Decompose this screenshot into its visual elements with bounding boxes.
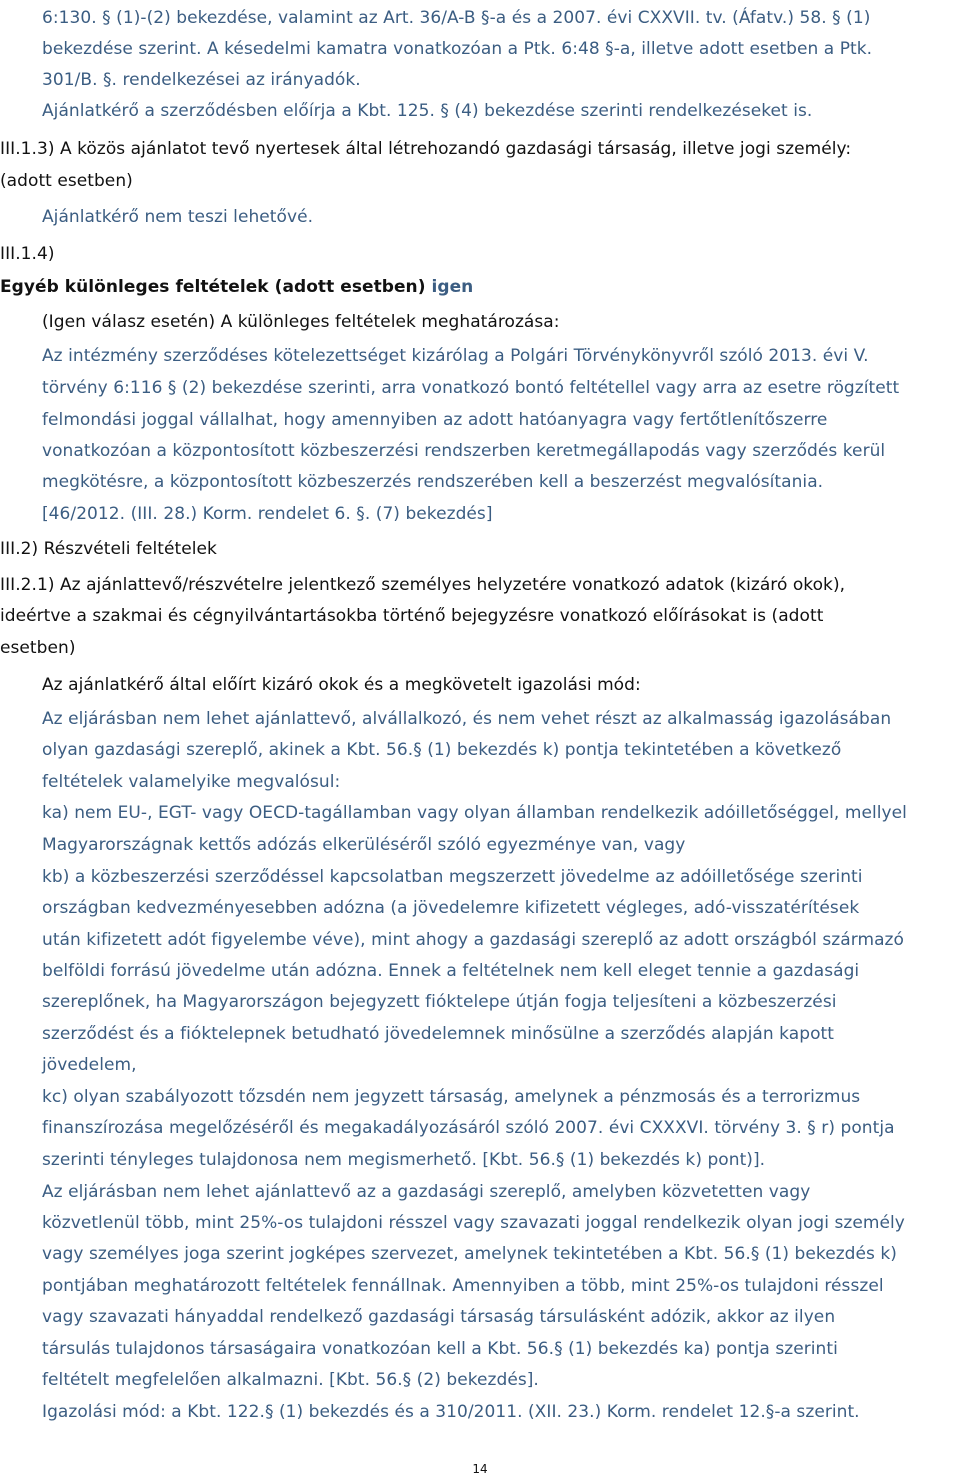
text-line-content: Ajánlatkérő a szerződésben előírja a Kbt. 125. § (4) bekezdése szerinti rendelkezéseket is. bbox=[42, 101, 813, 121]
text-line-content: Egyéb különleges feltételek (adott esetben) bbox=[0, 277, 426, 297]
text-line bbox=[42, 1401, 860, 1423]
text-line bbox=[42, 100, 812, 122]
text-line-content: feltételt megfelelően alkalmazni. [Kbt. 56.§ (2) bekezdés]. bbox=[42, 1370, 539, 1390]
text-line bbox=[42, 771, 340, 793]
text-line-content: után kifizetett adót figyelembe véve), mint ahogy a gazdasági szereplő az adott országból származó bbox=[42, 930, 904, 950]
text-line bbox=[42, 708, 891, 730]
text-line-content: közvetlenül több, mint 25%-os tulajdoni résszel vagy szavazati joggal rendelkezik olyan jogi személy bbox=[42, 1213, 905, 1233]
text-line bbox=[42, 1212, 905, 1234]
text-line-content: kc) olyan szabályozott tőzsdén nem jegyzett társaság, amelynek a pénzmosás és a terrorizmus bbox=[42, 1087, 861, 1107]
text-line bbox=[42, 1338, 838, 1360]
text-line bbox=[42, 311, 560, 333]
text-line bbox=[42, 7, 870, 29]
text-line bbox=[42, 345, 869, 367]
text-line-content: esetben) bbox=[0, 638, 76, 658]
text-line bbox=[42, 1117, 895, 1139]
text-line-content: szerződést és a fióktelepnek betudható jövedelemnek minősülne a szerződés alapján kapott bbox=[42, 1024, 834, 1044]
text-line bbox=[42, 440, 885, 462]
text-line-content: Az intézmény szerződéses kötelezettséget kizárólag a Polgári Törvénykönyvről szóló 2013. évi V. bbox=[42, 346, 869, 366]
text-line bbox=[42, 206, 313, 228]
text-line bbox=[0, 574, 845, 596]
text-line bbox=[42, 866, 863, 888]
text-line-content: ideértve a szakmai és cégnyilvántartásokba történő bejegyzésre vonatkozó előírásokat is (adott bbox=[0, 606, 824, 626]
text-line bbox=[42, 1181, 810, 1203]
text-line-content: III.1.4) bbox=[0, 244, 55, 264]
text-line bbox=[42, 409, 827, 431]
text-line-content: törvény 6:116 § (2) bekezdése szerinti, arra vonatkozó bontó feltétellel vagy arra az esetre rögzített bbox=[42, 378, 900, 398]
text-line-content: III.2) Részvételi feltételek bbox=[0, 539, 217, 559]
text-line-content: finanszírozása megelőzéséről és megakadályozásáról szóló 2007. évi CXXXVI. törvény 3. § r) pontja bbox=[42, 1118, 895, 1138]
text-line bbox=[42, 802, 907, 824]
text-line-content: társulás tulajdonos társaságaira vonatkozóan kell a Kbt. 56.§ (1) bekezdés ka) pontja szerinti bbox=[42, 1339, 838, 1359]
text-line-content: Ajánlatkérő nem teszi lehetővé. bbox=[42, 207, 314, 227]
text-line-content: ka) nem EU-, EGT- vagy OECD-tagállamban vagy olyan államban rendelkezik adóilletőséggel, mellyel bbox=[42, 803, 907, 823]
text-line bbox=[42, 739, 841, 761]
text-line-content: Az eljárásban nem lehet ajánlattevő az a gazdasági szereplő, amelyben közvetetten vagy bbox=[42, 1182, 811, 1202]
text-line-content: olyan gazdasági szereplő, akinek a Kbt. 56.§ (1) bekezdés k) pontja tekintetében a következő bbox=[42, 740, 842, 760]
text-line bbox=[42, 377, 899, 399]
text-line bbox=[42, 471, 823, 493]
text-line bbox=[42, 897, 859, 919]
text-line bbox=[42, 1243, 897, 1265]
text-line-content: vonatkozóan a központosított közbeszerzési rendszerben keretmegállapodás vagy szerződés kerül bbox=[42, 441, 886, 461]
text-line bbox=[42, 1054, 137, 1076]
text-line bbox=[42, 38, 872, 60]
text-line-content: jövedelem, bbox=[42, 1055, 137, 1075]
text-line-content: 301/B. §. rendelkezései az irányadók. bbox=[42, 70, 361, 90]
text-line bbox=[0, 538, 217, 560]
text-line-content: felmondási joggal vállalhat, hogy amennyiben az adott hatóanyagra vagy fertőtlenítőszerre bbox=[42, 410, 828, 430]
text-line-content: III.1.3) A közös ajánlatot tevő nyertesek által létrehozandó gazdasági társaság, illetve jogi személy: bbox=[0, 139, 852, 159]
answer-value: igen bbox=[431, 277, 474, 297]
text-line-content: (adott esetben) bbox=[0, 171, 133, 191]
text-line bbox=[42, 503, 493, 525]
text-line-content: vagy személyes joga szerint jogképes szervezet, amelynek tekintetében a Kbt. 56.§ (1) bekezdés k) bbox=[42, 1244, 897, 1264]
text-line-content: pontjában meghatározott feltételek fennállnak. Amennyiben a több, mint 25%-os tulajdoni résszel bbox=[42, 1276, 884, 1296]
text-line bbox=[42, 1306, 835, 1328]
text-line bbox=[0, 637, 76, 659]
text-line bbox=[42, 1369, 539, 1391]
text-line bbox=[0, 170, 133, 192]
text-line-content: megkötésre, a központosított közbeszerzés rendszerében kell a beszerzést megvalósítania. bbox=[42, 472, 824, 492]
text-line bbox=[42, 960, 859, 982]
text-line bbox=[42, 834, 685, 856]
text-line-content: Magyarországnak kettős adózás elkerüléséről szóló egyezménye van, vagy bbox=[42, 835, 686, 855]
text-line bbox=[42, 674, 641, 696]
text-line bbox=[42, 1149, 765, 1171]
text-line-content: Igazolási mód: a Kbt. 122.§ (1) bekezdés és a 310/2011. (XII. 23.) Korm. rendelet 12.§-a szerint. bbox=[42, 1402, 860, 1422]
text-line-content: III.2.1) Az ajánlattevő/részvételre jelentkező személyes helyzetére vonatkozó adatok (kizáró okok), bbox=[0, 575, 846, 595]
text-line-content: belföldi forrású jövedelme után adózna. Ennek a feltételnek nem kell eleget tennie a gazdasági bbox=[42, 961, 860, 981]
text-line bbox=[0, 138, 851, 160]
text-line bbox=[42, 1086, 860, 1108]
text-line bbox=[0, 276, 473, 298]
text-line-content: (Igen válasz esetén) A különleges feltételek meghatározása: bbox=[42, 312, 560, 332]
text-line-content: [46/2012. (III. 28.) Korm. rendelet 6. §. (7) bekezdés] bbox=[42, 504, 493, 524]
text-line bbox=[42, 1023, 834, 1045]
text-line-content: vagy szavazati hányaddal rendelkező gazdasági társaság társulásként adózik, akkor az ilyen bbox=[42, 1307, 836, 1327]
text-line bbox=[42, 69, 361, 91]
text-line-content: szereplőnek, ha Magyarországon bejegyzett fióktelepe útján fogja teljesíteni a közbeszerzési bbox=[42, 992, 837, 1012]
text-line-content: feltételek valamelyike megvalósul: bbox=[42, 772, 341, 792]
text-line-content: Az ajánlatkérő által előírt kizáró okok és a megkövetelt igazolási mód: bbox=[42, 675, 641, 695]
text-line bbox=[42, 991, 837, 1013]
text-line-content: szerinti tényleges tulajdonosa nem megismerhető. [Kbt. 56.§ (1) bekezdés k) pont)]. bbox=[42, 1150, 766, 1170]
text-line-content: bekezdése szerint. A késedelmi kamatra vonatkozóan a Ptk. 6:48 §-a, illetve adott esetben a Ptk. bbox=[42, 39, 873, 59]
text-line-content: 6:130. § (1)-(2) bekezdése, valamint az Art. 36/A-B §-a és a 2007. évi CXXVII. tv. (Áfatv.) 58. § (1) bbox=[42, 8, 871, 28]
text-line-content: Az eljárásban nem lehet ajánlattevő, alvállalkozó, és nem vehet részt az alkalmasság igazolásában bbox=[42, 709, 892, 729]
text-line bbox=[0, 605, 823, 627]
page-number: 14 bbox=[472, 1462, 488, 1476]
text-line-content: országban kedvezményesebben adózna (a jövedelemre kifizetett végleges, adó-visszatérítések bbox=[42, 898, 860, 918]
text-line bbox=[42, 929, 904, 951]
text-line bbox=[42, 1275, 884, 1297]
text-line-content: kb) a közbeszerzési szerződéssel kapcsolatban megszerzett jövedelme az adóilletősége szerinti bbox=[42, 867, 863, 887]
text-line bbox=[0, 243, 55, 265]
